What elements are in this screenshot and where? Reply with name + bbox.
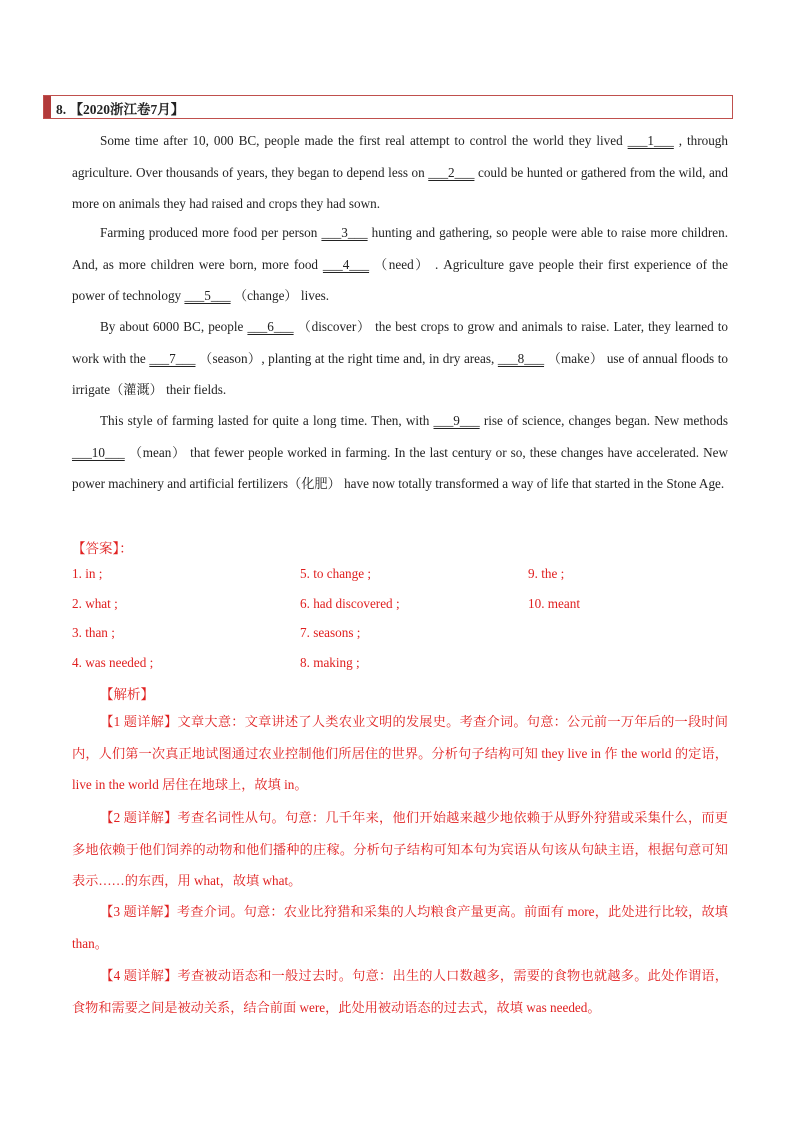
passage-text: （discover） the best crops to grow and animals to raise. Later, they learned to work with the	[72, 319, 729, 366]
explanation-2: 【2 题详解】考查名词性从句。句意：几千年来，他们开始越来越少地依赖于从野外狩猎或采集什么，而更多地依赖于他们饲养的动物和他们播种的庄稼。分析句子结构可知本句为宾语从句该从句缺主语，根据句意可知表示……的东西，用 what，故填 what。	[72, 810, 728, 888]
answer-item: 8. making ;	[300, 655, 360, 670]
answer-item: 9. the ;	[528, 566, 565, 581]
explanation-1: 【1 题详解】文章大意：文章讲述了人类农业文明的发展史。考查介词。句意：公元前一万年后的一段时间内，人们第一次真正地试图通过农业控制他们所居住的世界。分析句子结构可知 they live in 作 the world 的定语，live in the world 居住在地球上，故填 in。	[72, 714, 728, 792]
answer-item: 5. to change ;	[300, 566, 372, 581]
answer-item: 6. had discovered ;	[300, 596, 400, 611]
header-accent-bar	[44, 96, 51, 118]
answer-item: 4. was needed ;	[72, 655, 154, 670]
answer-blank: ___5___	[184, 288, 231, 303]
answer-item: 7. seasons ;	[300, 625, 361, 640]
passage-paragraph-4	[72, 405, 728, 500]
passage-text: （mean） that fewer people worked in farming. In the last century or so, these changes have accelerated. New power machinery and artificial fertilizers（化肥） have now totally transformed a way of life that started in the Stone Age.	[72, 444, 728, 491]
passage-paragraph-1	[72, 125, 728, 220]
answer-blank: ___8___	[497, 350, 545, 366]
answer-blank: ___4___	[322, 256, 370, 272]
passage-text: hunting and gathering, so people were able to raise more children. And, as more children were born, more food	[72, 225, 728, 272]
passage-text: （season）, planting at the right time and, in dry areas,	[195, 350, 498, 366]
explanation-3: 【3 题详解】考查介词。句意：农业比狩猎和采集的人均粮食产量更高。前面有 more，此处进行比较，故填 than。	[72, 904, 728, 951]
explanation-4: 【4 题详解】考查被动语态和一般过去时。句意：出生的人口数越多，需要的食物也就越多。此处作谓语，食物和需要之间是被动关系，结合前面 were，此处用被动语态的过去式，故填 was needed。	[72, 968, 728, 1015]
answer-blank: ___6___	[247, 319, 294, 334]
answer-blank: ___9___	[433, 413, 480, 428]
answer-item: 1. in ;	[72, 566, 103, 581]
passage-text: （make） use of annual floods to irrigate（灌溉） their fields.	[72, 350, 728, 397]
passage-text: By about 6000 BC, people	[100, 319, 248, 334]
passage-text: （need） . Agriculture gave people their first experience of the power of technology	[72, 256, 728, 303]
passage-paragraph-2	[72, 217, 728, 312]
passage-text: This style of farming lasted for quite a long time. Then, with	[100, 413, 434, 428]
answer-item: 3. than ;	[72, 625, 115, 640]
question-title: 8. 【2020浙江卷7月】	[56, 102, 185, 117]
passage-text: Some time after 10, 000 BC, people made the first real attempt to control the world they lived	[100, 133, 628, 148]
answer-blank: ___1___	[627, 133, 674, 148]
passage-paragraph-3	[72, 311, 728, 406]
answer-item: 2. what ;	[72, 596, 118, 611]
answer-blank: ___3___	[321, 225, 368, 240]
passage-text: rise of science, changes began. New methods	[479, 413, 728, 428]
passage-text: （change） lives.	[230, 288, 330, 303]
passage-text: could be hunted or gathered from the wild, and more on animals they had raised and crops they had sown.	[72, 164, 728, 211]
passage-text: Farming produced more food per person	[100, 225, 322, 240]
question-header	[43, 95, 733, 119]
analysis-heading: 【解析】	[100, 687, 154, 702]
answer-heading: 【答案】：	[72, 541, 133, 556]
passage-text: , through agriculture. Over thousands of years, they began to depend less on	[72, 133, 728, 180]
answer-blank: ___7___	[149, 350, 196, 366]
answer-blank: ___2___	[428, 164, 475, 180]
answer-item: 10. meant	[528, 596, 581, 611]
answer-blank: ___10___	[72, 444, 125, 460]
